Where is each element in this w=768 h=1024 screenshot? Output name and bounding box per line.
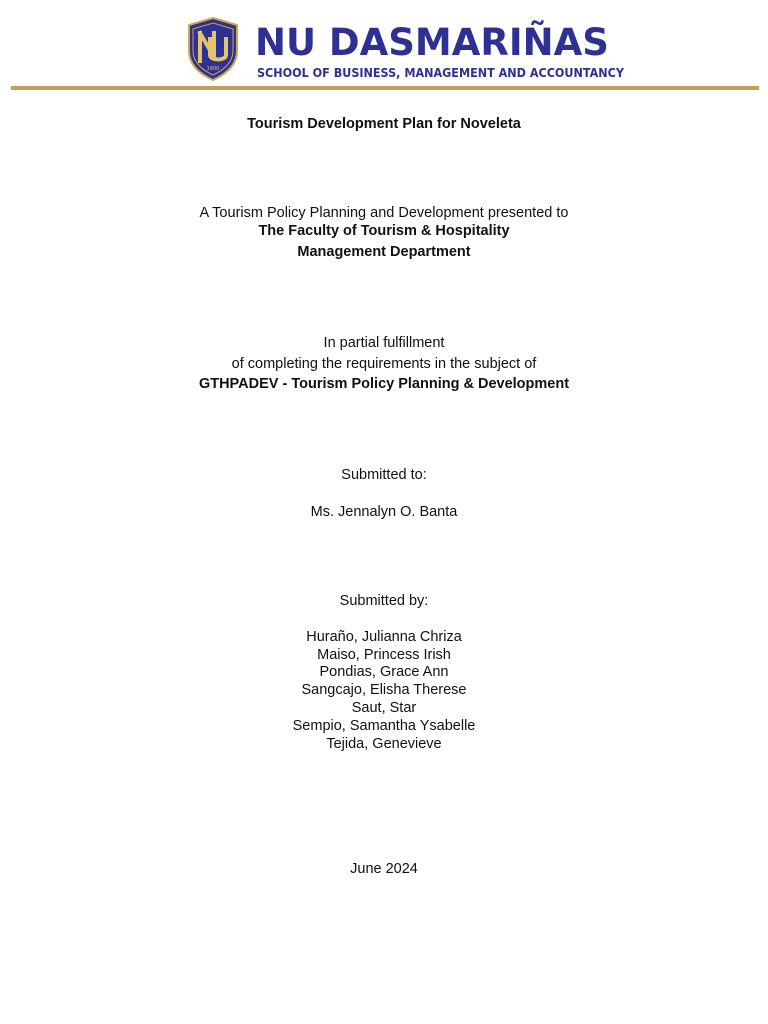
member-name: Sangcajo, Elisha Therese [301,682,467,698]
faculty-line-1: The Faculty of Tourism & Hospitality [258,223,510,239]
fulfillment-line-2: of completing the requirements in the subject of [231,356,537,372]
member-name: Pondias, Grace Ann [319,664,449,680]
member-name: Tejida, Genevieve [326,736,442,752]
submitted-to-name: Ms. Jennalyn O. Banta [310,504,458,520]
nu-shield-logo-icon [186,17,240,81]
logo-year: 1900 [206,66,220,72]
document-title: Tourism Development Plan for Noveleta [247,116,521,132]
school-name: SCHOOL OF BUSINESS, MANAGEMENT AND ACCOUNTANCY [257,66,624,81]
presented-line: A Tourism Policy Planning and Development presented to [199,205,569,221]
submitted-by-label: Submitted by: [339,593,429,609]
subject-line: GTHPADEV - Tourism Policy Planning & Development [198,376,570,392]
submitted-to-label: Submitted to: [341,467,427,483]
fulfillment-line-1: In partial fulfillment [323,335,445,351]
faculty-line-2: Management Department [297,244,471,260]
header-divider [11,86,759,90]
member-name: Maiso, Princess Irish [317,647,451,663]
institution-name: NU DASMARIÑAS [255,21,609,64]
member-name: Huraño, Julianna Chriza [306,629,462,645]
letterhead [0,0,768,92]
member-name: Sempio, Samantha Ysabelle [292,718,476,734]
member-name: Saut, Star [351,700,417,716]
submission-date: June 2024 [350,861,418,877]
